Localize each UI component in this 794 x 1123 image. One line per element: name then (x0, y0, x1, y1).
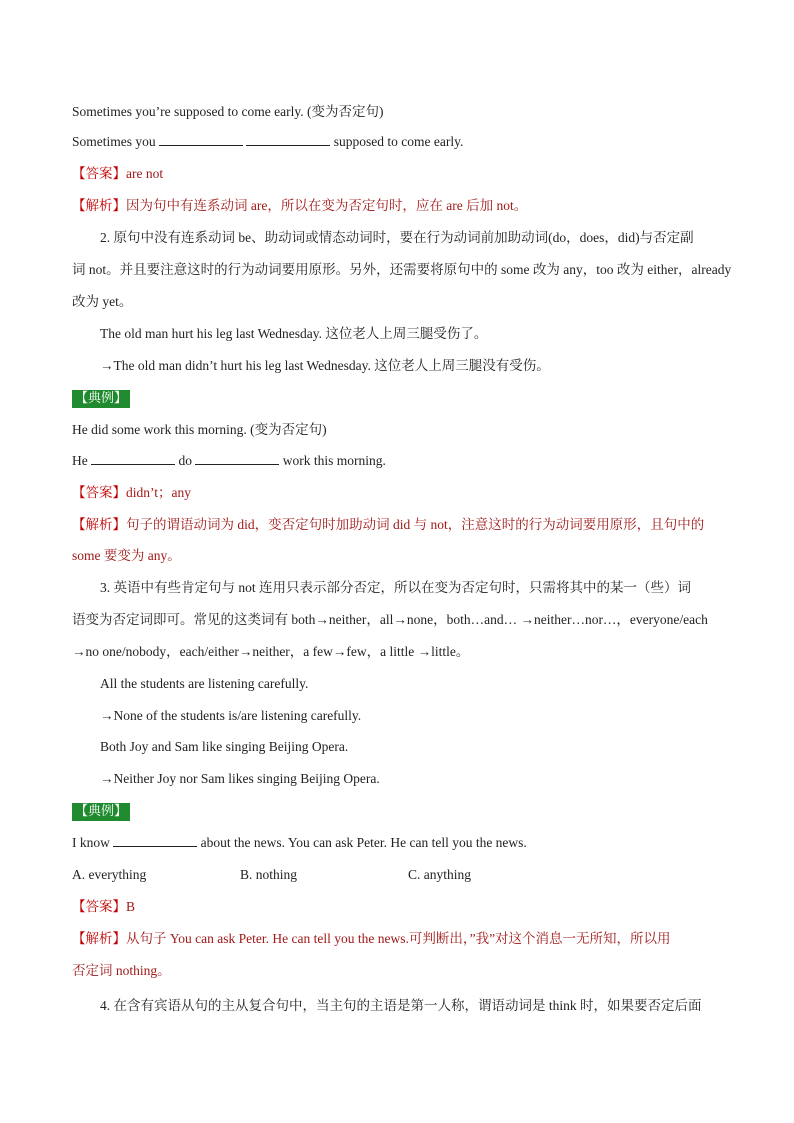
typical-example-label: 【典例】 (72, 388, 130, 408)
exercise-1-explanation (72, 196, 527, 216)
exercise-3-question (72, 833, 527, 853)
explanation-text: 因为句中有连系动词 are，所以在变为否定句时，应在 are 后加 not。 (126, 198, 528, 213)
exercise-1-suffix: supposed to come early. (333, 134, 464, 149)
typical-example-label: 【典例】 (72, 801, 130, 821)
exercise-1-prefix: Sometimes you (72, 134, 156, 149)
answer-tag: 【答案】 (72, 485, 126, 500)
answer-blank (113, 834, 197, 847)
exercise-3-explanation (72, 929, 671, 949)
exercise-3-explanation-cont: 否定词 nothing。 (72, 963, 171, 978)
answer-text: are not (126, 166, 164, 181)
answer-tag: 【答案】 (72, 899, 126, 914)
exercise-2-answer (72, 483, 191, 503)
rule-3-line-2: 语变为否定词即可。常见的这类词有 both→neither，all→none，both…and… →neither…nor…，everyone/each (72, 612, 708, 627)
explanation-tag: 【解析】 (72, 931, 126, 946)
explanation-tag: 【解析】 (72, 198, 126, 213)
exercise-1-question: Sometimes you’re supposed to come early. (变为否定句) (72, 104, 384, 119)
rule-3-example-3: Both Joy and Sam like singing Beijing Opera. (100, 739, 349, 754)
exercise-3-option-b: B. nothing (240, 867, 298, 882)
rule-2-example-1: The old man hurt his leg last Wednesday. 这位老人上周三腿受伤了。 (100, 326, 488, 341)
rule-3-line-1: 3. 英语中有些肯定句与 not 连用只表示部分否定，所以在变为否定句时，只需将其中的某一（些）词 (100, 580, 691, 595)
answer-blank (195, 452, 279, 465)
rule-2-example-2: →The old man didn’t hurt his leg last Wednesday. 这位老人上周三腿没有受伤。 (100, 358, 550, 373)
exercise-2-explanation-cont: some 要变为 any。 (72, 548, 181, 563)
exercise-3-answer (72, 897, 135, 917)
exercise-2-part-3: work this morning. (282, 453, 386, 468)
answer-blank (246, 133, 330, 146)
exercise-3-option-a: A. everything (72, 867, 147, 882)
rule-2-line-1: 2. 原句中没有连系动词 be、助动词或情态动词时，要在行为动词前加助动词(do，does，did)与否定副 (100, 230, 694, 245)
exercise-2-question: He did some work this morning. (变为否定句) (72, 422, 327, 437)
rule-3-example-4: →Neither Joy nor Sam likes singing Beijing Opera. (100, 771, 380, 786)
exercise-2-part-2: do (178, 453, 192, 468)
rule-4-line-1: 4. 在含有宾语从句的主从复合句中，当主句的主语是第一人称，谓语动词是 think 时，如果要否定后面 (100, 998, 702, 1013)
exercise-3-prefix: I know (72, 835, 110, 850)
answer-blank (159, 133, 243, 146)
exercise-2-answer-line (72, 451, 386, 471)
exercise-1-answer-line (72, 132, 463, 152)
exercise-2-explanation (72, 515, 704, 535)
rule-3-example-2: →None of the students is/are listening carefully. (100, 708, 362, 723)
explanation-text: 从句子 You can ask Peter. He can tell you the news.可判断出，”我”对这个消息一无所知，所以用 (126, 931, 671, 946)
exercise-1-answer (72, 164, 163, 184)
answer-blank (91, 452, 175, 465)
explanation-text: 句子的谓语动词为 did，变否定句时加助动词 did 与 not，注意这时的行为动词要用原形，且句中的 (126, 517, 705, 532)
answer-text: B (126, 899, 136, 914)
exercise-2-part-1: He (72, 453, 88, 468)
exercise-3-suffix: about the news. You can ask Peter. He can tell you the news. (200, 835, 527, 850)
rule-3-line-3: →no one/nobody，each/either→neither，a few→few，a little →little。 (72, 644, 470, 659)
rule-2-line-3: 改为 yet。 (72, 294, 133, 309)
explanation-tag: 【解析】 (72, 517, 126, 532)
exercise-3-option-c: C. anything (408, 867, 471, 882)
rule-3-example-1: All the students are listening carefully. (100, 676, 309, 691)
answer-text: didn’t；any (126, 485, 191, 500)
answer-tag: 【答案】 (72, 166, 126, 181)
rule-2-line-2: 词 not。并且要注意这时的行为动词要用原形。另外，还需要将原句中的 some 改为 any，too 改为 either，already (72, 262, 732, 277)
